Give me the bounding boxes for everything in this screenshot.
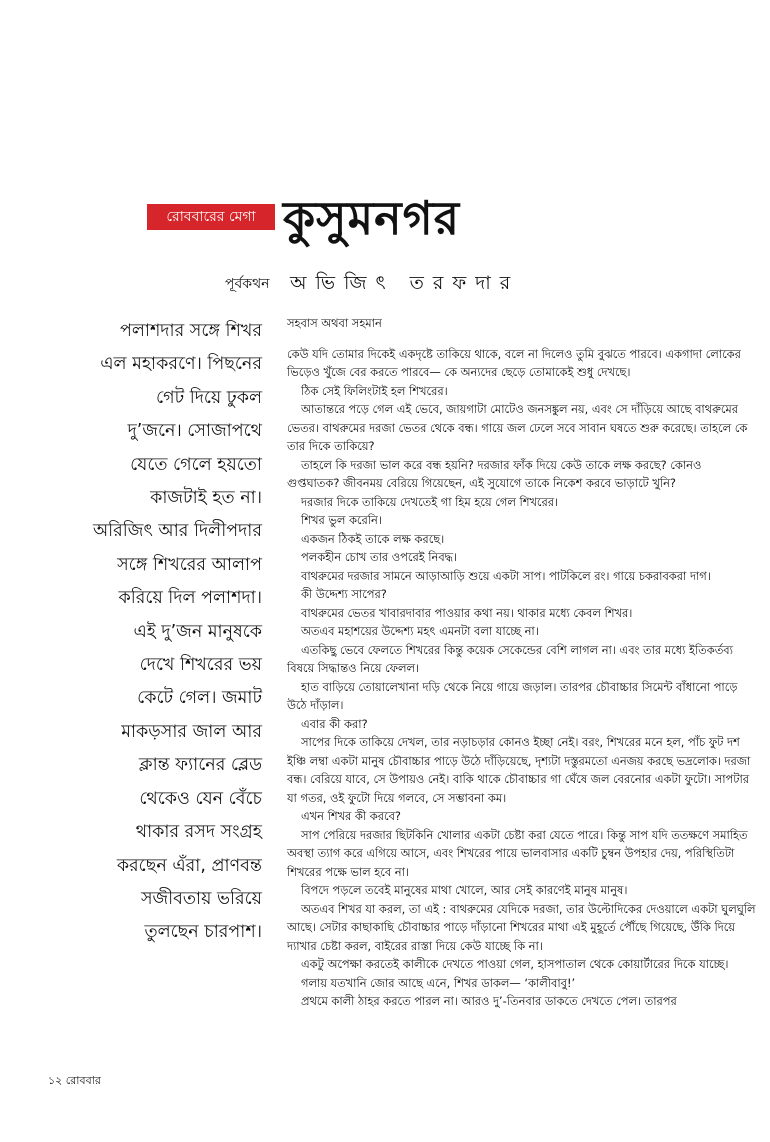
pull-quote-line: কেটে গেল। জমাট (137, 688, 262, 709)
pull-quote-line: কাজটাই হত না। (150, 488, 262, 509)
story-paragraph: সাপ পেরিয়ে দরজার ছিটকিনি খোলার একটা চেষ্টা করা যেতে পারে। কিন্তু সাপ যদি ততক্ষণে সমাহিত অবস্থা ত্যাগ করে এগিয়ে আসে, এবং শিখরের পায়ে ভালবাসার একটি চুম্বন উপহার দেয়, পরিস্থিতিটা শিখরের পক্ষে ভাল হবে না। (287, 827, 748, 879)
pull-quote-line: দেখে শিখরের ভয় (139, 655, 262, 676)
story-paragraph: একটু অপেক্ষা করতেই কালীকে দেখতে পাওয়া গেল, হাসপাতাল থেকে কোয়ার্টারের দিকে যাচ্ছে। (301, 957, 729, 971)
pull-quote-line: সজীবতায় ভরিয়ে (140, 888, 262, 909)
story-paragraph: দরজার দিকে তাকিয়ে দেখতেই গা হিম হয়ে গেল শিখরের। (301, 494, 559, 509)
story-paragraph: প্রথমে কালী ঠাহর করতে পারল না। আরও দু’-তিনবার ডাকতে দেখতে পেল। তারপর (301, 994, 677, 1008)
pull-quote-line: থেকেও যেন বেঁচে (139, 788, 262, 809)
story-paragraph: আতান্তরে পড়ে গেল এই ভেবে, জায়গাটা মোটেও জনসঙ্কুল নয়, এবং সে দাঁড়িয়ে আছে বাথরুমের ভেতর। বাথরুমের দরজা ভেতর থেকে বন্ধ। গায়ে জল ঢেলে সবে সাবান ঘষতে শুরু করেছে। তাহলে কে তার দিকে তাকিয়ে? (287, 402, 748, 453)
story-paragraph: সাপের দিকে তাকিয়ে দেখল, তার নড়াচড়ার কোনও ইচ্ছা নেই। বরং, শিখরের মনে হল, পাঁচ ফুট দশ ইঞ্চি লম্বা একটা মানুষ চৌবাচ্চার পাড়ে উঠে দাঁড়িয়েছে, দৃশ্যটা দস্তুরমতো এনজয় করছে ভদ্রলোক। দরজা বন্ধ। বেরিয়ে যাবে, সে উপায়ও নেই। বাকি থাকে চৌবাচ্চার গা ঘেঁষে জল বেরনোর একটা ফুটো। সাপটার যা গতর, ওই ফুটো দিয়ে গলবে, সে সম্ভাবনা কম। (287, 735, 751, 805)
pull-quote-line: মাকড়সার জাল আর (121, 721, 262, 742)
section-heading: সহবাস অথবা সহমান (287, 316, 382, 330)
story-paragraph: এবার কী করা? (301, 716, 368, 731)
story-paragraph: এতকিছু ভেবে ফেলতে শিখরের কিন্তু কয়েক সেকেন্ডের বেশি লাগল না। এবং তার মধ্যে ইতিকর্তব্য বিষয়ে সিদ্ধান্তও নিয়ে ফেলল। (287, 642, 733, 675)
pull-quote-line: অরিজিৎ আর দিলীপদার (93, 521, 262, 542)
story-title: কুসুমনগর (283, 191, 461, 245)
pull-quote-line: গেট দিয়ে ঢুকল (156, 387, 262, 408)
section-tag: রোববারের মেগা (147, 204, 275, 230)
story-paragraph: বিপদে পড়লে তবেই মানুষের মাথা খোলে, আর সেই কারণেই মানুষ মানুষ। (301, 883, 628, 897)
pull-quote-line: এই দু’জন মানুষকে (133, 621, 262, 642)
story-paragraph: কী উদ্দেশ্য সাপের? (301, 587, 387, 601)
story-paragraph: বাথরুমের ভেতর খাবারদাবার পাওয়ার কথা নয়। থাকার মধ্যে কেবল শিখর। (301, 605, 633, 620)
pull-quote-line: দু’জনে। সোজাপথে (127, 421, 262, 442)
pull-quote-line: যেতে গেলে হয়তো (130, 454, 262, 475)
story-paragraph: ঠিক সেই ফিলিংটাই হল শিখরের। (301, 383, 448, 398)
story-paragraph: একজন ঠিকই তাকে লক্ষ করছে। (301, 531, 445, 546)
pull-quote (62, 315, 262, 950)
byline-label: পূর্বকথন (225, 276, 270, 292)
story-paragraph: কেউ যদি তোমার দিকেই একদৃষ্টে তাকিয়ে থাকে, বলে না দিলেও তুমি বুঝতে পারবে। একগাদা লোকের ভিড়েও খুঁজে বের করতে পারবে— কে অন্যদের ছেড়ে তোমাকেই শুধু দেখছে। (287, 346, 741, 379)
pull-quote-line: তুলছেন চারপাশ। (144, 922, 262, 943)
pull-quote-line: সঙ্গে শিখরের আলাপ (117, 554, 262, 575)
pull-quote-line: ক্লান্ত ফ্যানের ব্লেড (138, 755, 262, 776)
story-paragraph: অতএব মহাশয়ের উদ্দেশ্য মহৎ এমনটা বলা যাচ্ছে না। (301, 624, 539, 638)
pull-quote-line: করছেন এঁরা, প্রাণবন্ত (116, 855, 262, 876)
story-paragraph: পলকহীন চোখ তার ওপরেই নিবদ্ধ। (301, 550, 458, 564)
story-paragraph: গলায় যতখানি জোর আছে এনে, শিখর ডাকল— ‘কালীবাবু!’ (301, 975, 576, 990)
story-paragraph: এখন শিখর কী করবে? (301, 809, 401, 823)
story-paragraph: অতএব শিখর যা করল, তা এই : বাথরুমের যেদিকে দরজা, তার উল্টোদিকের দেওয়ালে একটা ঘুলঘুলি আছে। সেটার কাছাকাছি চৌবাচ্চার পাড়ে দাঁড়ানো শিখরের মাথা এই মুহূর্তে পৌঁছে গিয়েছে, উঁকি দিয়ে দ্যাখার চেষ্টা করল, বাইরের রাস্তা দিয়ে কেউ যাচ্ছে কি না। (287, 901, 756, 953)
pull-quote-line: পলাশদার সঙ্গে শিখর (119, 321, 262, 341)
story-paragraph: শিখর ভুল করেনি। (301, 513, 382, 527)
story-body (287, 314, 757, 1011)
pull-quote-line: থাকার রসদ সংগ্রহ (135, 822, 262, 843)
page-folio: ১২ রোববার (48, 1074, 101, 1087)
story-paragraph: তাহলে কি দরজা ভাল করে বন্ধ হয়নি? দরজার ফাঁক দিয়ে কেউ তাকে লক্ষ করছে? কোনও গুপ্তঘাতক? জীবনময় বেরিয়ে গিয়েছেন, এই সুযোগে তাকে নিকেশ করবে ভাড়াটে খুনি? (287, 457, 702, 490)
pull-quote-line: করিয়ে দিল পলাশদা। (118, 588, 262, 609)
story-paragraph: হাত বাড়িয়ে তোয়ালেখানা দড়ি থেকে নিয়ে গায়ে জড়াল। তারপর চৌবাচ্চার সিমেন্ট বাঁধানো পাড়ে উঠে দাঁড়াল। (287, 679, 738, 712)
pull-quote-line: এল মহাকরণে। পিছনের (100, 354, 262, 375)
story-paragraph: বাথরুমের দরজার সামনে আড়াআড়ি শুয়ে একটা সাপ। পাটকিলে রং। গায়ে চকরাবকরা দাগ। (301, 568, 711, 583)
author-name: অভিজিৎ তরফদার (290, 272, 520, 294)
